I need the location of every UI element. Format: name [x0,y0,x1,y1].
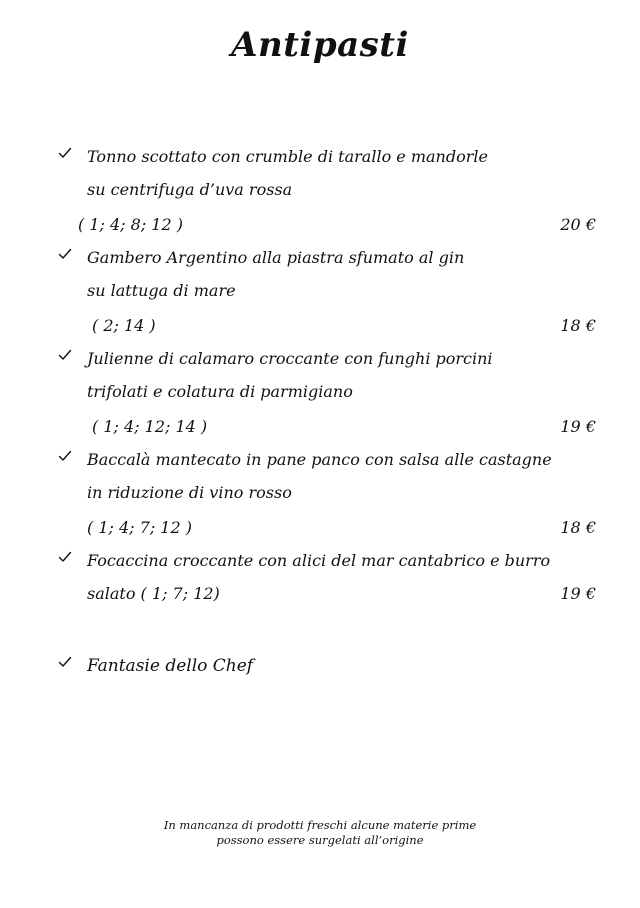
dish-description-line: Baccalà mantecato in pane panco con salsa alle castagne [87,450,552,469]
dish-description-text: salato ( 1; 7; 12) [87,584,220,603]
dish-price: 19 € [560,417,596,436]
checkmark-icon [58,550,74,566]
dish-meta-row [0,510,640,546]
menu-item [0,344,640,445]
allergen-codes: ( 1; 4; 7; 12 ) [87,518,192,537]
checkmark-icon [58,348,74,364]
menu-list [0,142,640,681]
dish-description-line: Gambero Argentino alla piastra sfumato al gin [87,248,465,267]
menu-item [0,142,640,243]
dish-price: 18 € [560,316,596,335]
page-title: Antipasti [231,25,409,65]
menu-item [0,445,640,546]
dish-meta-row [0,308,640,344]
dish-description-line: trifolati e colatura di parmigiano [87,382,353,401]
dish-description-line: Julienne di calamaro croccante con funghi porcini [87,349,493,368]
dish-price: 20 € [560,215,596,234]
checkmark-icon [58,655,74,671]
checkmark-icon [58,146,74,162]
allergen-codes: ( 1; 4; 12; 14 ) [92,417,208,436]
dish-description-line: su lattuga di mare [87,281,236,300]
footer-note [0,818,640,848]
dish-price: 18 € [560,518,596,537]
footer-line: possono essere surgelati all’origine [216,833,424,847]
dish-meta-row [0,207,640,243]
dish-description-line: Tonno scottato con crumble di tarallo e mandorle [87,147,488,166]
dish-description-line: su centrifuga d’uva rossa [87,180,293,199]
dish-price: 19 € [560,584,596,603]
allergen-codes: ( 1; 4; 8; 12 ) [78,215,183,234]
menu-item [0,546,640,611]
checkmark-icon [58,247,74,263]
allergen-codes: ( 2; 14 ) [92,316,156,335]
dish-description-line: Focaccina croccante con alici del mar cantabrico e burro [87,551,551,570]
dish-meta-row [0,409,640,445]
footer-line: In mancanza di prodotti freschi alcune materie prime [163,818,477,832]
menu-item-chef [0,651,640,681]
chef-special-label: Fantasie dello Chef [87,656,254,676]
dish-description-line [87,576,640,611]
checkmark-icon [58,449,74,465]
menu-item [0,243,640,344]
dish-description-line: in riduzione di vino rosso [87,483,292,502]
